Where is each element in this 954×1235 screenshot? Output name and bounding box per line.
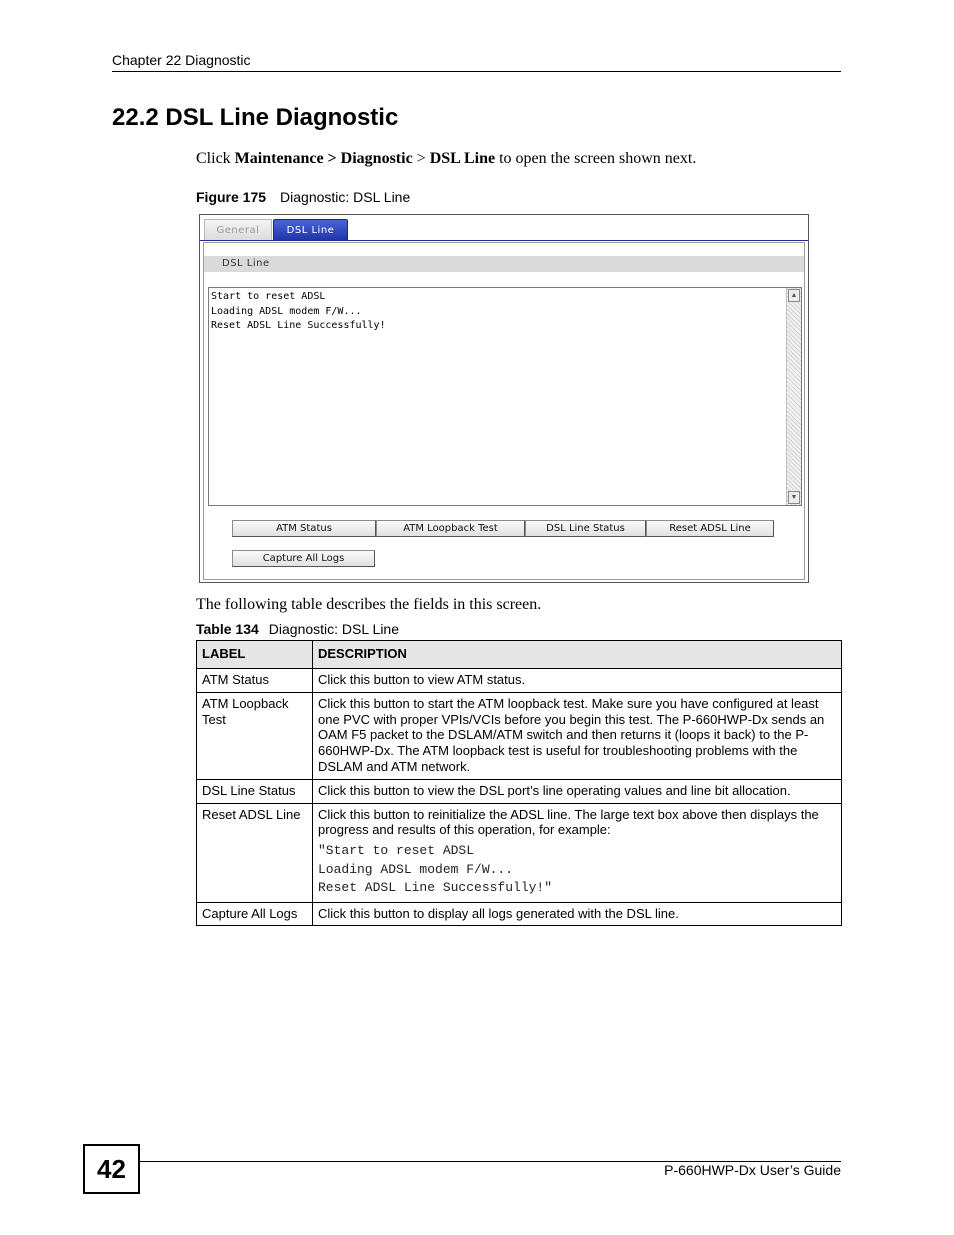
- scroll-up-arrow-icon[interactable]: ▲: [788, 289, 800, 302]
- table-caption: [196, 621, 399, 637]
- dsl-line-panel: [203, 242, 805, 580]
- log-text: Start to reset ADSL Loading ADSL modem F/W... Reset ADSL Line Successfully!: [211, 291, 386, 331]
- panel-title: DSL Line: [204, 256, 804, 272]
- guide-title: P-660HWP-Dx User’s Guide: [664, 1162, 841, 1178]
- figure-title: Diagnostic: DSL Line: [280, 189, 411, 205]
- row-label: Capture All Logs: [197, 902, 313, 926]
- intro-dsl-line: DSL Line: [429, 150, 496, 167]
- header-label: LABEL: [197, 641, 313, 669]
- intro-rest: to open the screen shown next.: [495, 150, 697, 167]
- table-row: [197, 902, 842, 926]
- dsl-line-status-button[interactable]: DSL Line Status: [525, 520, 646, 537]
- table-header-row: [197, 641, 842, 669]
- tab-dsl-line[interactable]: DSL Line: [273, 219, 348, 240]
- chapter-header: Chapter 22 Diagnostic: [112, 52, 251, 68]
- reset-adsl-line-button[interactable]: Reset ADSL Line: [646, 520, 774, 537]
- row-label: ATM Loopback Test: [197, 692, 313, 779]
- section-title: 22.2 DSL Line Diagnostic: [112, 104, 399, 131]
- intro-click: Click: [196, 150, 235, 167]
- table-row: [197, 779, 842, 803]
- row-description: Click this button to view ATM status.: [313, 669, 842, 693]
- row-label: DSL Line Status: [197, 779, 313, 803]
- table-row: [197, 803, 842, 902]
- row-code-example: "Start to reset ADSL Loading ADSL modem F/W... Reset ADSL Line Successfully!": [318, 843, 553, 896]
- row-description: Click this button to start the ATM loopback test. Make sure you have configured at least one PVC with proper VPIs/VCIs before you begin this test. The P-660HWP-Dx sends an OAM F5 packet to the DSLAM/ATM switch and then returns it (loops it back) to the P-660HWP-Dx. The ATM loopback test is useful for troubleshooting problems with the DSLAM and ATM network.: [313, 692, 842, 779]
- page-number: 42: [83, 1144, 140, 1194]
- row-label: ATM Status: [197, 669, 313, 693]
- row-description: Click this button to display all logs generated with the DSL line.: [313, 902, 842, 926]
- row-description-cell: [313, 803, 842, 902]
- intro-sep: >: [412, 150, 430, 167]
- log-textarea[interactable]: [208, 287, 802, 506]
- following-text: The following table describes the fields in this screen.: [196, 596, 542, 613]
- row-description: Click this button to view the DSL port’s line operating values and line bit allocation.: [313, 779, 842, 803]
- intro-menu-path: Maintenance > Diagnostic: [234, 150, 413, 167]
- tab-bar: [200, 215, 808, 241]
- dsl-line-screenshot: [199, 214, 809, 583]
- header-rule: [112, 71, 841, 72]
- atm-status-button[interactable]: ATM Status: [232, 520, 376, 537]
- figure-number: Figure 175: [196, 189, 267, 205]
- tab-general[interactable]: General: [204, 219, 272, 240]
- figure-caption: [196, 189, 410, 205]
- atm-loopback-test-button[interactable]: ATM Loopback Test: [376, 520, 525, 537]
- scroll-down-arrow-icon[interactable]: ▼: [788, 491, 800, 504]
- table-number: Table 134: [196, 621, 259, 637]
- table-row: [197, 669, 842, 693]
- header-description: DESCRIPTION: [313, 641, 842, 669]
- description-table: [196, 640, 842, 926]
- table-title: Diagnostic: DSL Line: [268, 621, 399, 637]
- log-scrollbar[interactable]: [786, 288, 801, 505]
- row-description: Click this button to reinitialize the ADSL line. The large text box above then displays the progress and results of this operation, for example:: [318, 806, 819, 838]
- table-row: [197, 692, 842, 779]
- row-label: Reset ADSL Line: [197, 803, 313, 902]
- intro-paragraph: [196, 150, 696, 168]
- capture-all-logs-button[interactable]: Capture All Logs: [232, 550, 375, 567]
- tab-underline: [200, 240, 808, 241]
